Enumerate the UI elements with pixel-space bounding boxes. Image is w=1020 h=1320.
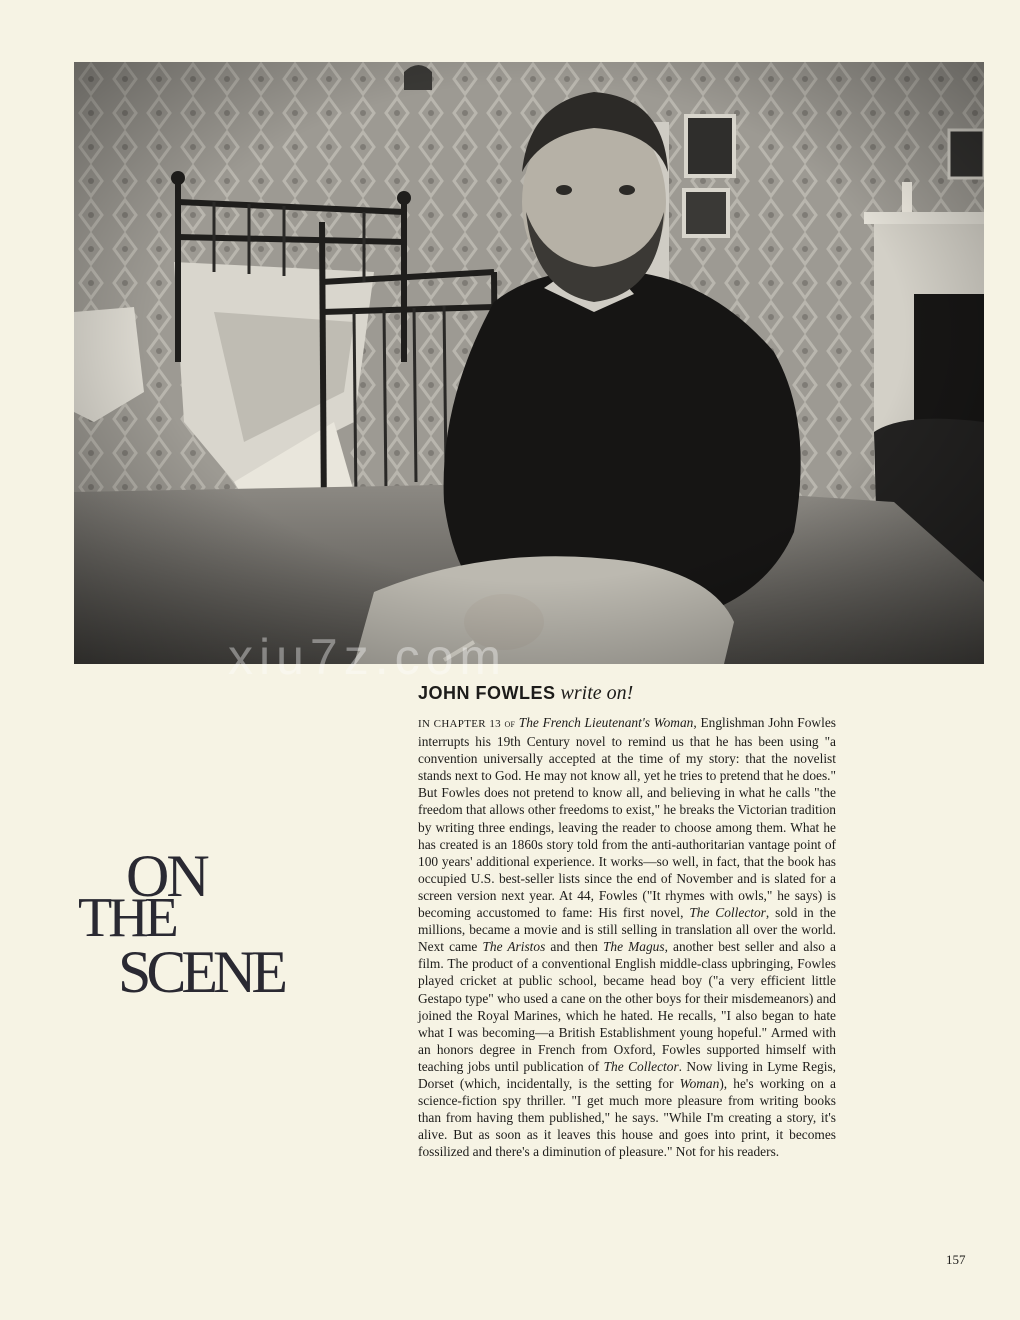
- article-segment: The Aristos: [482, 939, 546, 955]
- article-segment: The French Lieutenant's Woman: [518, 715, 694, 730]
- logo-word-the: THE: [78, 887, 175, 949]
- headline-name: JOHN FOWLES: [418, 683, 556, 703]
- logo-word-scene: SCENE: [118, 939, 284, 1005]
- author-photo: [74, 62, 984, 664]
- article-segment: , sold in the millions, became a movie and is still selling in translation all over the world. Next came: [418, 905, 836, 955]
- article-segment: . Now living in Lyme Regis, Dorset (which, incidentally, is the setting for: [418, 1058, 836, 1091]
- article-segment: Woman: [679, 1075, 720, 1091]
- logo-word-on: ON: [126, 843, 207, 909]
- watermark-text: xiu7z.com: [228, 629, 508, 685]
- headline-tagline: write on!: [560, 682, 634, 704]
- article-segment: , another best seller and also a film. The product of a conventional English middle-class upbringing, Fowles played cricket at public school, became head boy ("a very efficient little Gestapo type" who used a cane on the other boys for their misdemeanors) and joined the Royal Marines, which he hated. He recalls, "I also began to hate what I was becoming—a British Establishment young hopeful." Armed with an honors degree in French from Oxford, Fowles supported himself with teaching jobs until publication of: [418, 939, 836, 1074]
- section-logo-on-the-scene: [78, 838, 368, 1008]
- article-segment: The Collector: [603, 1058, 679, 1074]
- article-headline: [418, 680, 838, 710]
- photo-illustration: [74, 62, 984, 664]
- article-paragraph: [418, 714, 836, 1160]
- article-segment: The Collector: [689, 905, 766, 921]
- article-segment: IN CHAPTER 13 of: [418, 718, 519, 730]
- article-body: [418, 714, 836, 1270]
- page-number: 157: [946, 1252, 966, 1267]
- article-segment: The Magus: [602, 939, 665, 955]
- article-segment: , Englishman John Fowles interrupts his 19th Century novel to remind us that he has been using "a convention universally accepted at the time of my story: that the novelist stands next to God. He may not know all, yet he tries to pretend that he does." But Fowles does not pretend to know all, and believing in what he calls "the freedom that allows other freedoms to exist," he breaks the Victorian tradition by writing three endings, leaving the reader to choose among them. What he has created is an 1860s story told from the anti-authoritarian vantage point of 100 years' additional experience. It works—so well, in fact, that the book has occupied U.S. best-seller lists since the end of November and is slated for a screen version next year. At 44, Fowles ("It rhymes with owls," he says) is becoming accustomed to fame: His first novel,: [418, 715, 836, 921]
- article-segment: and then: [545, 939, 603, 955]
- article-segment: ), he's working on a science-fiction spy thriller. "I get much more pleasure from writing books than from having them published," he says. "While I'm creating a story, it's alive. But as soon as it leaves this house and goes into print, it becomes fossilized and there's a diminution of pleasure." Not for his readers.: [418, 1075, 836, 1160]
